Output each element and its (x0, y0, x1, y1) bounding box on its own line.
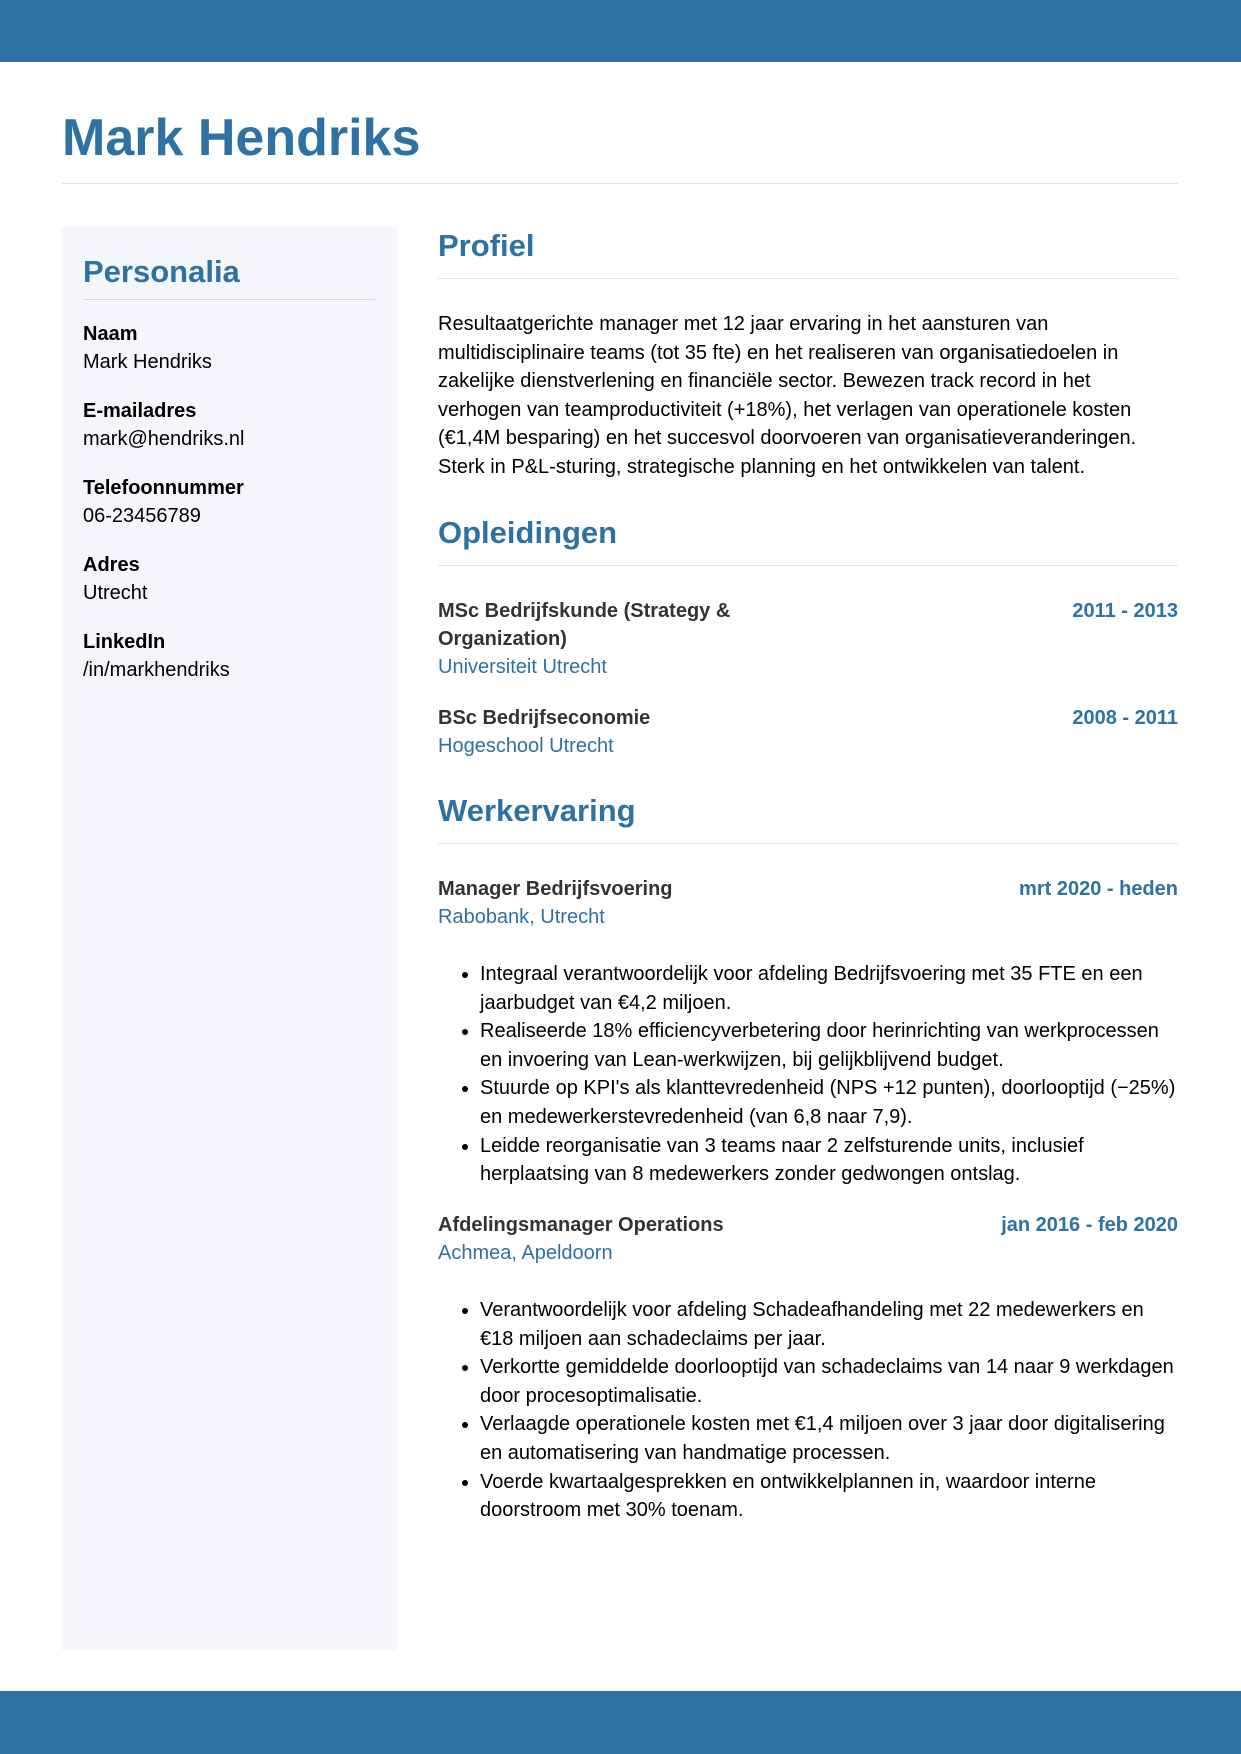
field-email (83, 397, 375, 453)
werkervaring-divider (438, 843, 1178, 844)
header-bar (0, 0, 1241, 62)
job-date: mrt 2020 - heden (1019, 878, 1178, 900)
job-date: jan 2016 - feb 2020 (1001, 1214, 1178, 1236)
education-institution: Universiteit Utrecht (438, 656, 607, 678)
name-divider (62, 183, 1178, 184)
list-item: • Verantwoordelijk voor afdeling Schadeafhandeling met 22 medewerkers en €18 miljoen aan schadeclaims per jaar. (480, 1296, 1178, 1353)
opleidingen-divider (438, 565, 1178, 566)
job-employer: Achmea, Apeldoorn (438, 1242, 613, 1264)
field-value: mark@hendriks.nl (83, 428, 245, 450)
profiel-text: Resultaatgerichte manager met 12 jaar ervaring in het aansturen van multidisciplinaire teams (tot 35 fte) en het realiseren van organisatiedoelen in zakelijke dienstverlening en financiële sector. Bewezen track record in het verhogen van teamproductiviteit (+18%), het verlagen van operationele kosten (€1,4M besparing) en het succesvol doorvoeren van organisatieveranderingen. Sterk in P&L-sturing, strategische planning en het ontwikkelen van talent. (438, 313, 1137, 478)
opleidingen-heading: Opleidingen (438, 515, 618, 550)
list-item: • Realiseerde 18% efficiencyverbetering door herinrichting van werkprocessen en invoering van Lean-werkwijzen, bij gelijkblijvend budget. (480, 1017, 1178, 1074)
profiel-divider (438, 278, 1178, 279)
job-title: Afdelingsmanager Operations (438, 1214, 724, 1236)
field-label: LinkedIn (83, 631, 166, 653)
education-date: 2011 - 2013 (1072, 600, 1178, 622)
education-entry (438, 597, 1178, 681)
field-adres (83, 551, 375, 607)
job-entry (438, 1211, 1178, 1525)
job-entry (438, 875, 1178, 1189)
field-telefoon (83, 474, 375, 530)
sidebar-personalia (62, 227, 397, 1650)
list-item: • Verlaagde operationele kosten met €1,4 miljoen over 3 jaar door digitalisering en automatisering van handmatige processen. (480, 1410, 1178, 1467)
list-item: • Integraal verantwoordelijk voor afdeling Bedrijfsvoering met 35 FTE en een jaarbudget van €4,2 miljoen. (480, 960, 1178, 1017)
field-value: Mark Hendriks (83, 351, 212, 373)
personalia-heading: Personalia (83, 254, 240, 289)
list-item: • Voerde kwartaalgesprekken en ontwikkelplannen in, waardoor interne doorstroom met 30% toenam. (480, 1468, 1178, 1525)
field-label: Adres (83, 554, 140, 576)
education-entry (438, 704, 1178, 760)
job-title: Manager Bedrijfsvoering (438, 878, 673, 900)
education-title: BSc Bedrijfseconomie (438, 707, 651, 729)
field-naam (83, 320, 375, 376)
list-item: • Leidde reorganisatie van 3 teams naar 2 zelfsturende units, inclusief herplaatsing van 8 medewerkers zonder gedwongen ontslag. (480, 1132, 1178, 1189)
personalia-fields (83, 320, 375, 705)
profiel-heading: Profiel (438, 228, 535, 263)
list-item: • Verkortte gemiddelde doorlooptijd van schadeclaims van 14 naar 9 werkdagen door procesoptimalisatie. (480, 1353, 1178, 1410)
list-item: • Stuurde op KPI's als klanttevredenheid (NPS +12 punten), doorlooptijd (−25%) en medewerkerstevredenheid (van 6,8 naar 7,9). (480, 1074, 1178, 1131)
job-bullets (438, 1296, 1178, 1525)
field-linkedin (83, 628, 375, 684)
field-label: E-mailadres (83, 400, 197, 422)
job-employer: Rabobank, Utrecht (438, 906, 605, 928)
field-label: Naam (83, 323, 138, 345)
education-title: MSc Bedrijfskunde (Strategy & Organization) (438, 600, 731, 650)
education-date: 2008 - 2011 (1072, 707, 1178, 729)
footer-bar (0, 1691, 1241, 1754)
field-value: Utrecht (83, 582, 148, 604)
field-label: Telefoonnummer (83, 477, 244, 499)
werkervaring-heading: Werkervaring (438, 793, 636, 828)
education-institution: Hogeschool Utrecht (438, 735, 614, 757)
candidate-name: Mark Hendriks (62, 109, 421, 167)
field-value: /in/markhendriks (83, 659, 230, 681)
field-value: 06-23456789 (83, 505, 201, 527)
job-bullets (438, 960, 1178, 1189)
personalia-divider (83, 299, 375, 300)
